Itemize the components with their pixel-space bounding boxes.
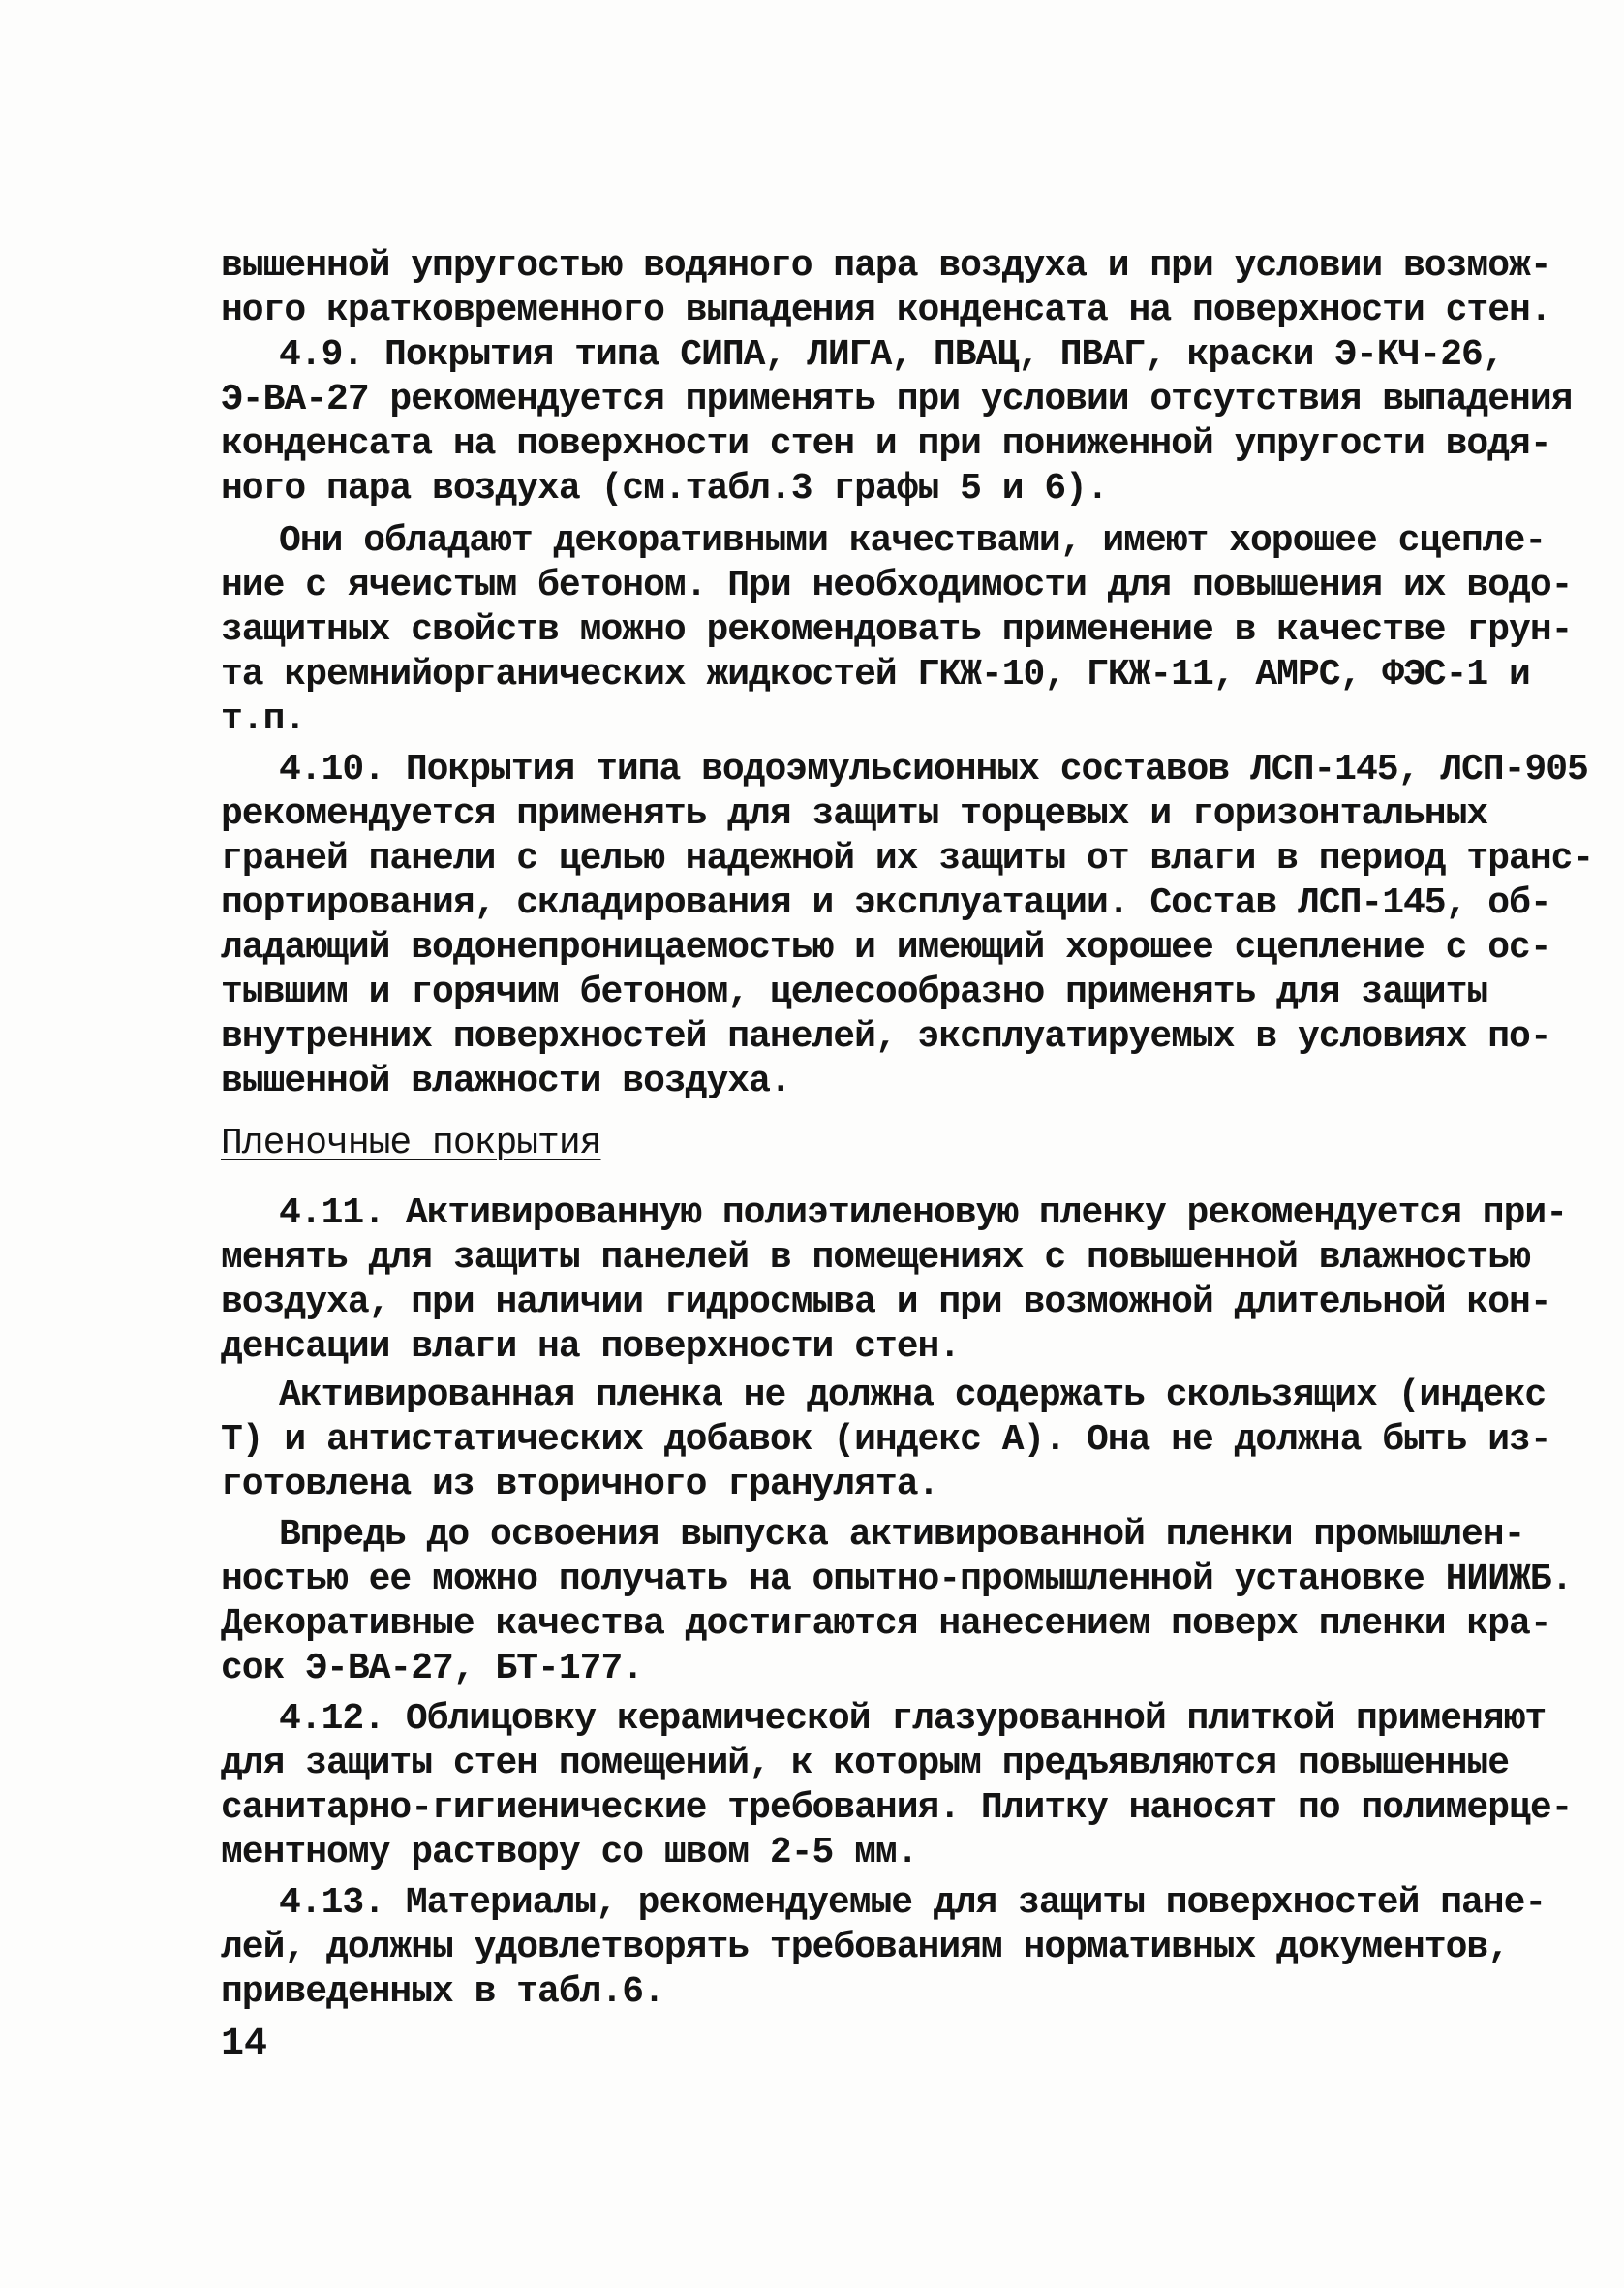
text-line: ние с ячеистым бетоном. При необходимости для повышения их водо- xyxy=(221,565,1573,606)
text-line: тывшим и горячим бетоном, целесообразно применять для защиты xyxy=(221,972,1488,1013)
section-heading: Пленочные покрытия xyxy=(221,1123,601,1164)
text-line: Впредь до освоения выпуска активированной пленки промышлен- xyxy=(279,1514,1525,1556)
text-line: вышенной упругостью водяного пара воздуха и при условии возмож- xyxy=(221,245,1551,287)
text-line: Они обладают декоративными качествами, имеют хорошее сцепле- xyxy=(279,520,1547,562)
text-line: вышенной влажности воздуха. xyxy=(221,1061,791,1102)
text-line: лей, должны удовлетворять требованиям нормативных документов, xyxy=(221,1927,1510,1968)
text-line: внутренних поверхностей панелей, эксплуатируемых в условиях по- xyxy=(221,1016,1551,1058)
text-line: та кремнийорганических жидкостей ГКЖ-10, ГКЖ-11, АМРС, ФЭС-1 и xyxy=(221,654,1530,696)
text-line: портирования, складирования и эксплуатации. Состав ЛСП-145, об- xyxy=(221,882,1551,924)
text-line: ностью ее можно получать на опытно-промышленной установке НИИЖБ. xyxy=(221,1559,1573,1600)
text-line: готовлена из вторичного гранулята. xyxy=(221,1464,939,1505)
text-line: сок Э-ВА-27, БТ-177. xyxy=(221,1648,644,1689)
section-4-9-start: 4.9. Покрытия типа СИПА, ЛИГА, ПВАЦ, ПВАГ, краски Э-КЧ-26, xyxy=(279,334,1504,376)
text-line: приведенных в табл.6. xyxy=(221,1971,664,2013)
text-line: воздуха, при наличии гидросмыва и при возможной длительной кон- xyxy=(221,1282,1551,1323)
text-line: Э-ВА-27 рекомендуется применять при условии отсутствия выпадения xyxy=(221,379,1573,420)
section-4-10-start: 4.10. Покрытия типа водоэмульсионных составов ЛСП-145, ЛСП-905 xyxy=(279,749,1588,790)
section-4-13-start: 4.13. Материалы, рекомендуемые для защиты поверхностей пане- xyxy=(279,1882,1547,1924)
text-line: рекомендуется применять для защиты торцевых и горизонтальных xyxy=(221,793,1488,835)
text-line: Декоративные качества достигаются нанесением поверх пленки кра- xyxy=(221,1603,1551,1645)
text-line: защитных свойств можно рекомендовать применение в качестве грун- xyxy=(221,609,1573,651)
page-number: 14 xyxy=(221,2023,268,2066)
text-line: ного кратковременного выпадения конденсата на поверхности стен. xyxy=(221,290,1551,331)
text-line: Активированная пленка не должна содержать скользящих (индекс xyxy=(279,1375,1547,1416)
text-line: конденсата на поверхности стен и при пониженной упругости водя- xyxy=(221,423,1551,465)
text-line: ладающий водонепроницаемостью и имеющий хорошее сцепление с ос- xyxy=(221,927,1551,969)
section-4-11-start: 4.11. Активированную полиэтиленовую пленку рекомендуется при- xyxy=(279,1192,1568,1234)
text-line: граней панели с целью надежной их защиты от влаги в период транс- xyxy=(221,838,1594,880)
text-line: санитарно-гигиенические требования. Плитку наносят по полимерце- xyxy=(221,1787,1573,1829)
text-line: менять для защиты панелей в помещениях с повышенной влажностью xyxy=(221,1237,1530,1279)
text-line: Т) и антистатических добавок (индекс А). Она не должна быть из- xyxy=(221,1419,1551,1461)
text-line: ментному раствору со швом 2-5 мм. xyxy=(221,1832,918,1873)
section-4-12-start: 4.12. Облицовку керамической глазурованной плиткой применяют xyxy=(279,1698,1547,1740)
text-line: т.п. xyxy=(221,698,306,740)
text-line: ного пара воздуха (см.табл.3 графы 5 и 6). xyxy=(221,468,1108,510)
text-line: для защиты стен помещений, к которым предъявляются повышенные xyxy=(221,1743,1510,1784)
text-line: денсации влаги на поверхности стен. xyxy=(221,1326,961,1368)
